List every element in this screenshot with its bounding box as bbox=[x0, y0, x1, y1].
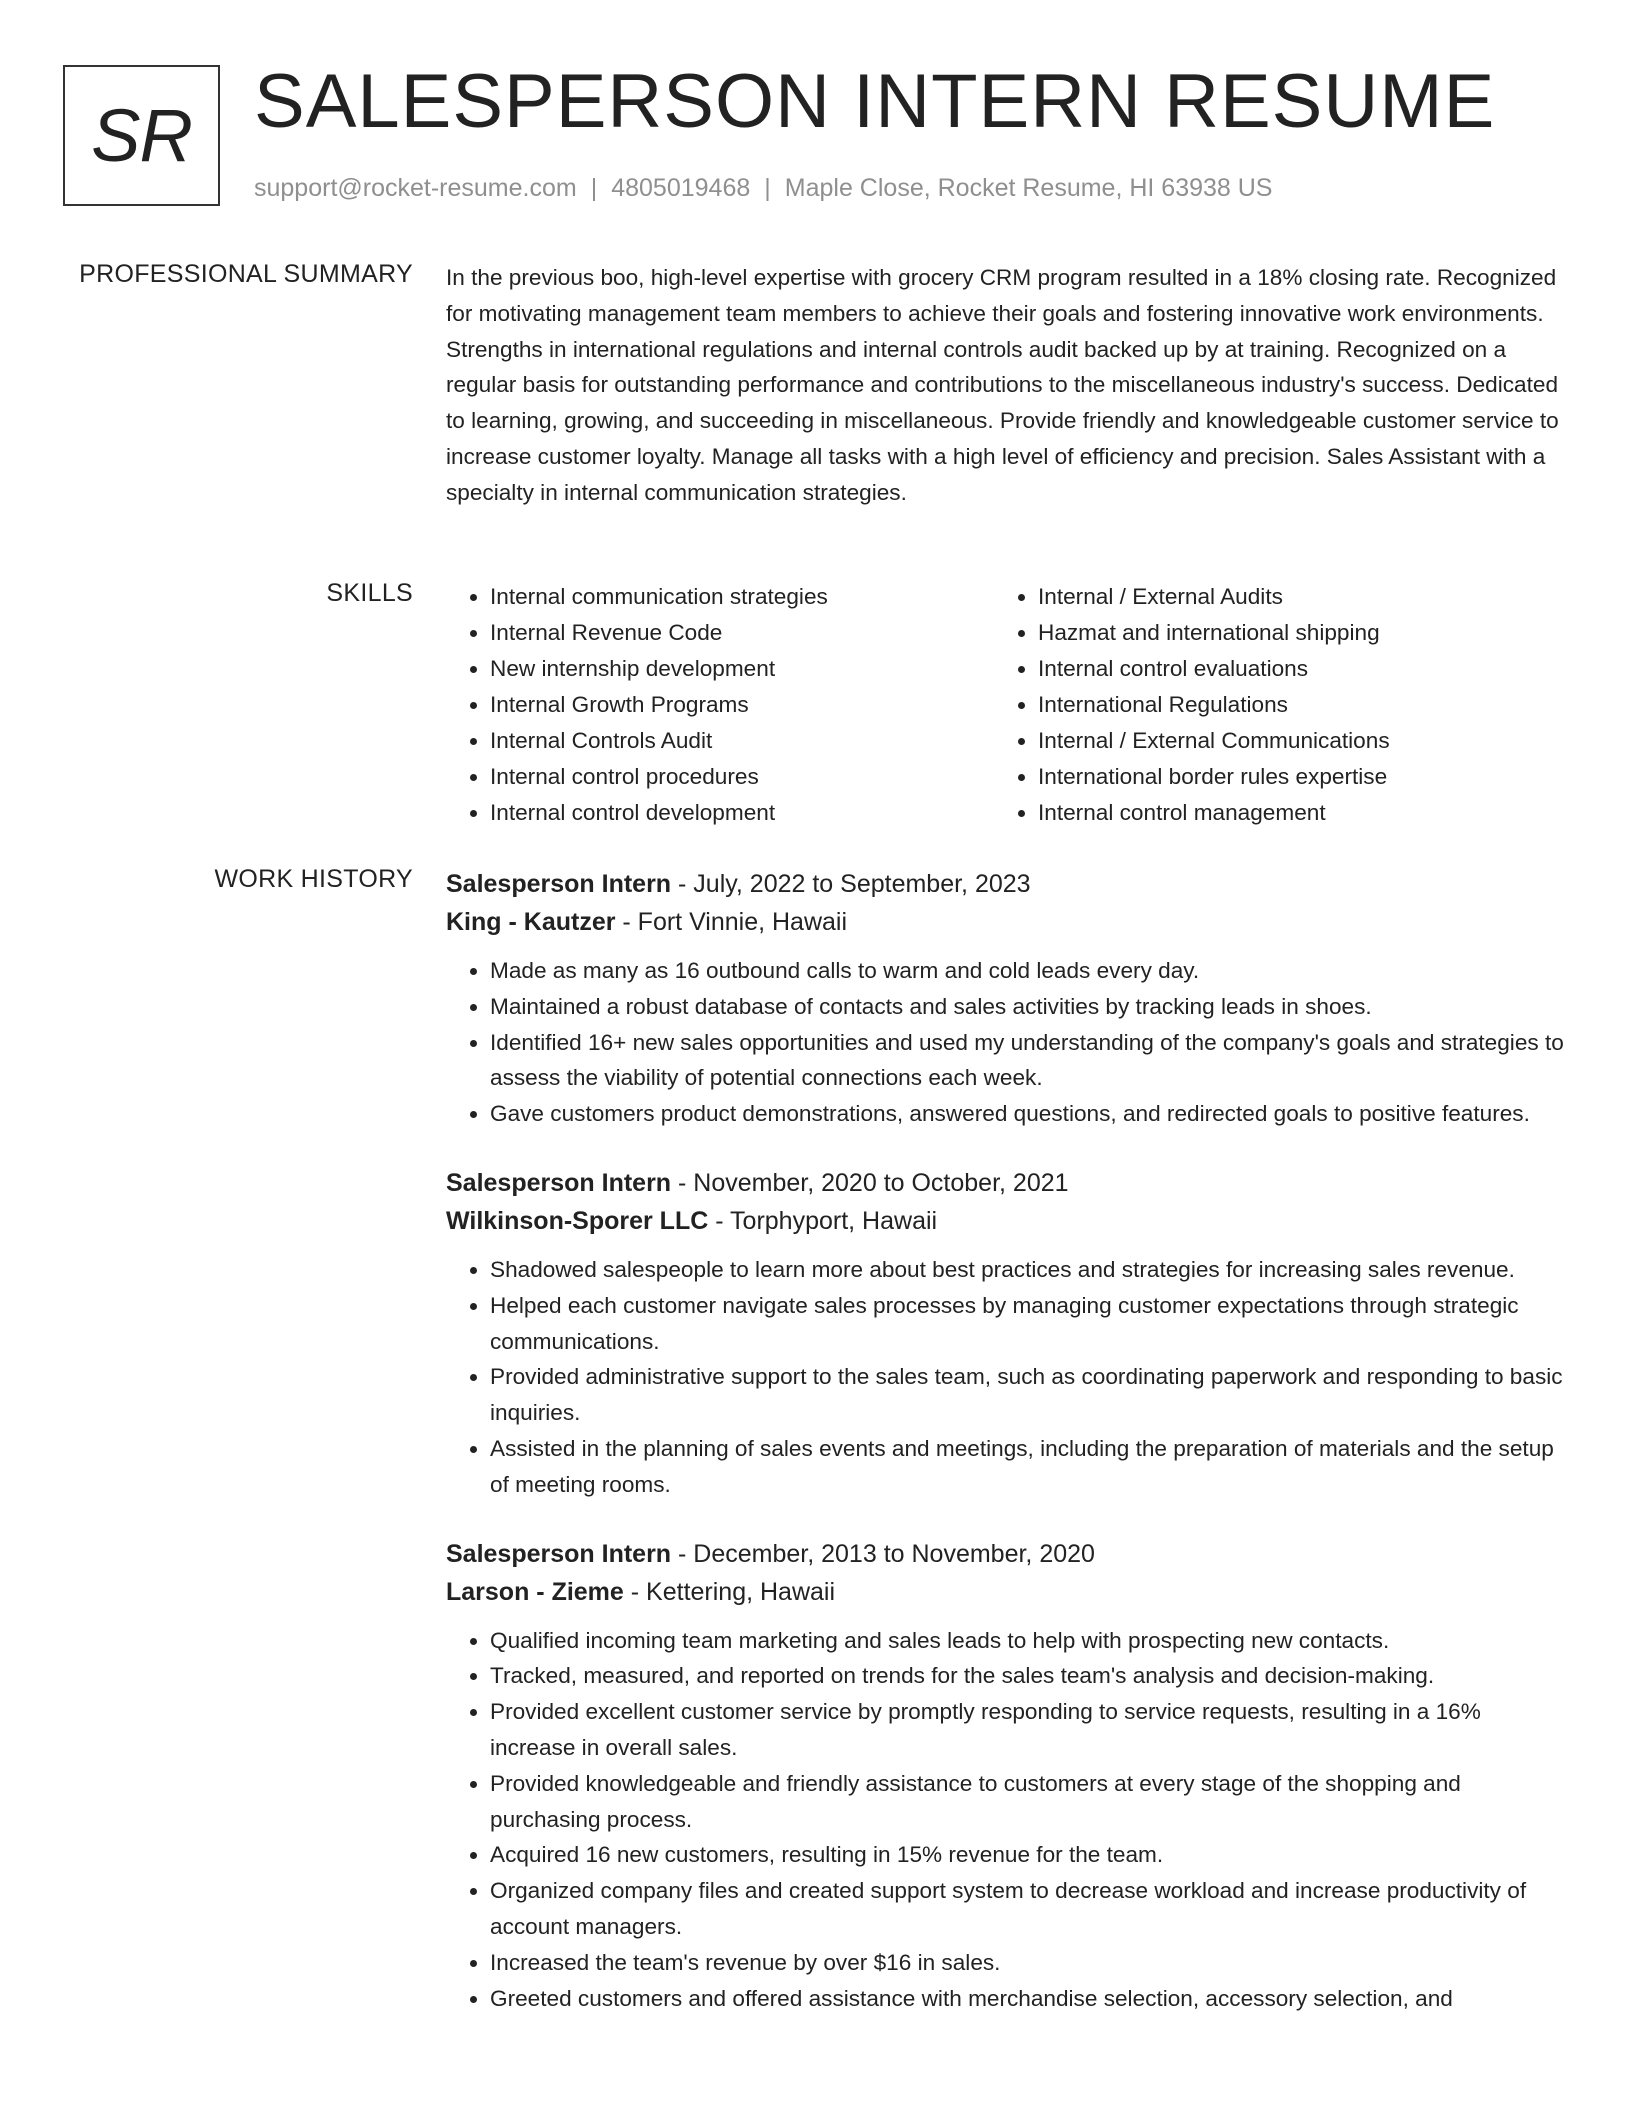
job-bullet: • Increased the team's revenue by over $16 in sales. bbox=[490, 1945, 1566, 1981]
job-bullet: • Provided knowledgeable and friendly assistance to customers at every stage of the shopping and purchasing process. bbox=[490, 1766, 1566, 1838]
job-title: Salesperson Intern bbox=[446, 1539, 672, 1568]
job-title-line bbox=[446, 1535, 1566, 1573]
skill-item: • Internal / External Audits bbox=[1038, 579, 1542, 615]
job-company: Larson - Zieme bbox=[446, 1577, 624, 1606]
skill-item: • Hazmat and international shipping bbox=[1038, 615, 1542, 651]
skill-item: • Internal / External Communications bbox=[1038, 723, 1542, 759]
skill-item: • Internal communication strategies bbox=[490, 579, 994, 615]
job-dash: - bbox=[671, 1539, 694, 1568]
job-bullet: • Maintained a robust database of contacts and sales activities by tracking leads in shoes. bbox=[490, 989, 1566, 1025]
job-dates: July, 2022 to September, 2023 bbox=[693, 870, 1031, 898]
contact-email[interactable]: support@rocket-resume.com bbox=[254, 174, 577, 202]
skill-item: • Internal Growth Programs bbox=[490, 687, 994, 723]
contact-separator: | bbox=[764, 174, 771, 202]
job-location: Fort Vinnie, Hawaii bbox=[637, 908, 848, 936]
job-dates: November, 2020 to October, 2021 bbox=[693, 1168, 1069, 1197]
job-bullet: • Greeted customers and offered assistance with merchandise selection, accessory selection, and bbox=[490, 1981, 1566, 2017]
job-bullet: • Identified 16+ new sales opportunities and used my understanding of the company's goals and strategies to assess the viability of potential connections each week. bbox=[490, 1025, 1566, 1097]
job-dash: - bbox=[708, 1206, 731, 1235]
job-dash: - bbox=[671, 870, 694, 898]
skill-item: • Internal control development bbox=[490, 795, 994, 831]
contact-line bbox=[254, 174, 1273, 203]
job-title: Salesperson Intern bbox=[446, 870, 672, 898]
job-company: Wilkinson-Sporer LLC bbox=[446, 1206, 709, 1235]
job-bullet: • Acquired 16 new customers, resulting in 15% revenue for the team. bbox=[490, 1837, 1566, 1873]
work-history-body bbox=[446, 865, 1566, 2016]
job-bullet: • Qualified incoming team marketing and sales leads to help with prospecting new contacts. bbox=[490, 1623, 1566, 1659]
job-dash: - bbox=[671, 1168, 694, 1197]
job-bullet: • Organized company files and created support system to decrease workload and increase productivity of account managers. bbox=[490, 1873, 1566, 1945]
job-bullet: • Shadowed salespeople to learn more about best practices and strategies for increasing sales revenue. bbox=[490, 1252, 1566, 1288]
job-location: Torphyport, Hawaii bbox=[730, 1206, 938, 1235]
job-bullet: • Helped each customer navigate sales processes by managing customer expectations through strategic communications. bbox=[490, 1288, 1566, 1360]
contact-phone[interactable]: 4805019468 bbox=[611, 174, 751, 202]
skill-item: • International border rules expertise bbox=[1038, 759, 1542, 795]
resume-title: SALESPERSON INTERN RESUME bbox=[254, 59, 1496, 144]
job-entry bbox=[446, 1535, 1566, 2017]
job-bullets bbox=[446, 953, 1566, 1132]
job-title-line bbox=[446, 865, 1566, 903]
job-bullets bbox=[446, 1623, 1566, 2017]
skill-item: • International Regulations bbox=[1038, 687, 1542, 723]
job-bullet: • Assisted in the planning of sales events and meetings, including the preparation of materials and the setup of meeting rooms. bbox=[490, 1431, 1566, 1503]
job-bullets bbox=[446, 1252, 1566, 1503]
job-title-line bbox=[446, 1164, 1566, 1202]
summary-text: In the previous boo, high-level expertise with grocery CRM program resulted in a 18% closing rate. Recognized for motivating management team members to achieve their goals and fostering innovative work environments. Strengths in international regulations and internal controls audit backed up by at training. Recognized on a regular basis for outstanding performance and contributions to the miscellaneous industry's success. Dedicated to learning, growing, and succeeding in miscellaneous. Provide friendly and knowledgeable customer service to increase customer loyalty. Manage all tasks with a high level of efficiency and precision. Sales Assistant with a specialty in internal communication strategies. bbox=[446, 265, 1559, 505]
job-company: King - Kautzer bbox=[446, 908, 616, 936]
job-company-line bbox=[446, 903, 1566, 941]
summary-body bbox=[446, 260, 1566, 511]
contact-separator: | bbox=[590, 174, 598, 202]
job-dash: - bbox=[615, 908, 638, 936]
job-entry bbox=[446, 1164, 1566, 1503]
skills-list-right bbox=[994, 579, 1542, 831]
skill-item: • New internship development bbox=[490, 651, 994, 687]
skill-item: • Internal Controls Audit bbox=[490, 723, 994, 759]
job-bullet: • Made as many as 16 outbound calls to warm and cold leads every day. bbox=[490, 953, 1566, 989]
job-title: Salesperson Intern bbox=[446, 1168, 672, 1197]
skill-item: • Internal Revenue Code bbox=[490, 615, 994, 651]
skills-heading: SKILLS bbox=[326, 579, 413, 607]
skill-item: • Internal control procedures bbox=[490, 759, 994, 795]
skills-list-left bbox=[446, 579, 994, 831]
skills-body bbox=[446, 579, 1566, 831]
job-bullet: • Provided excellent customer service by promptly responding to service requests, resulting in a 16% increase in overall sales. bbox=[490, 1694, 1566, 1766]
skill-item: • Internal control evaluations bbox=[1038, 651, 1542, 687]
contact-address: Maple Close, Rocket Resume, HI 63938 US bbox=[784, 174, 1273, 202]
job-bullet: • Gave customers product demonstrations, answered questions, and redirected goals to positive features. bbox=[490, 1096, 1566, 1132]
job-bullet: • Tracked, measured, and reported on trends for the sales team's analysis and decision-making. bbox=[490, 1658, 1566, 1694]
job-company-line bbox=[446, 1202, 1566, 1240]
summary-heading: PROFESSIONAL SUMMARY bbox=[79, 260, 413, 288]
job-company-line bbox=[446, 1573, 1566, 1611]
job-dates: December, 2013 to November, 2020 bbox=[693, 1539, 1095, 1568]
skill-item: • Internal control management bbox=[1038, 795, 1542, 831]
work-history-heading: WORK HISTORY bbox=[214, 865, 413, 893]
job-location: Kettering, Hawaii bbox=[646, 1577, 836, 1606]
job-entry bbox=[446, 865, 1566, 1132]
job-dash: - bbox=[623, 1577, 647, 1606]
monogram-logo: SR bbox=[63, 65, 220, 206]
job-bullet: • Provided administrative support to the sales team, such as coordinating paperwork and responding to basic inquiries. bbox=[490, 1359, 1566, 1431]
